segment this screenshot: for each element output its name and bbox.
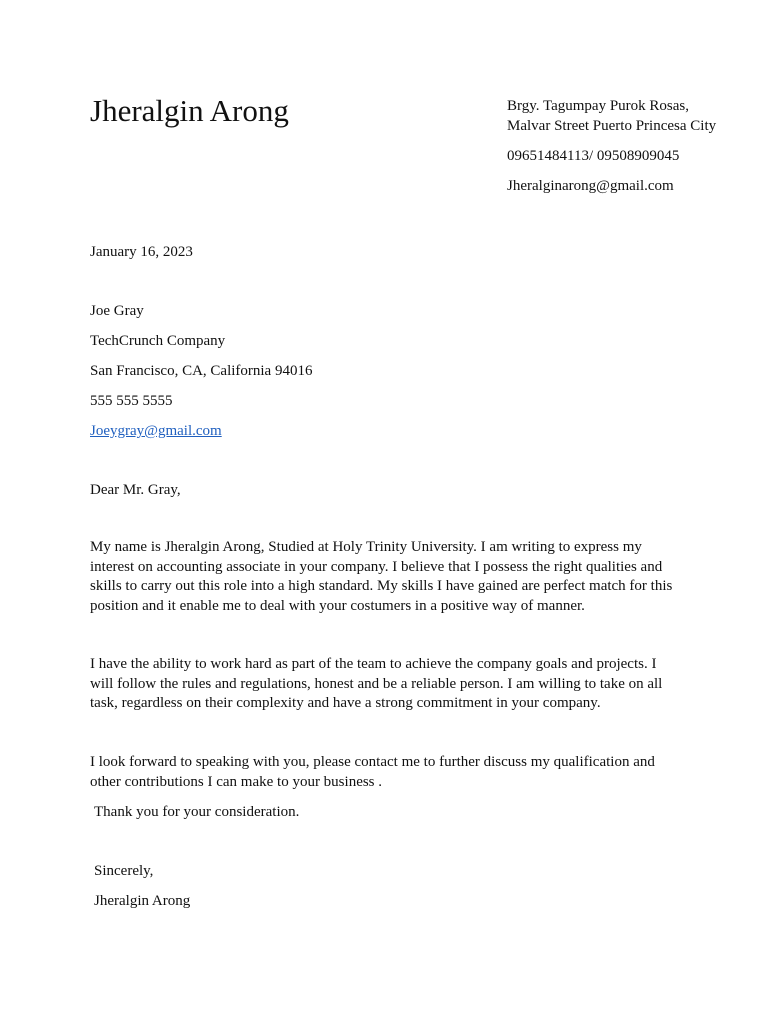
thank-you-line: Thank you for your consideration. xyxy=(94,804,300,820)
recipient-name: Joe Gray xyxy=(90,303,144,319)
sender-email: Jheralginarong@gmail.com xyxy=(507,178,674,194)
recipient-company: TechCrunch Company xyxy=(90,333,226,349)
signer-name: Jheralgin Arong xyxy=(94,893,191,909)
recipient-block xyxy=(90,301,312,451)
closing: Sincerely, xyxy=(94,863,154,879)
sender-address-line1: Brgy. Tagumpay Purok Rosas, xyxy=(507,98,690,114)
body-paragraph-1: My name is Jheralgin Arong, Studied at Holy Trinity University. I am writing to express my interest on accounting associate in your company. I believe that I possess the right qualities and skills to carry out this role into a high standard. My skills I have gained are perfect match for this position and it enable me to deal with your costumers in a positive way of manner. xyxy=(90,539,673,614)
sender-phone: 09651484113/ 09508909045 xyxy=(507,148,680,164)
sender-address xyxy=(507,96,757,136)
body-paragraph-2: I have the ability to work hard as part of the team to achieve the company goals and projects. I will follow the rules and regulations, honest and be a reliable person. I am willing to take on all task, regardless on their complexity and have a strong commitment in your company. xyxy=(90,656,663,711)
letter-date: January 16, 2023 xyxy=(90,244,193,260)
sender-address-line2: Malvar Street Puerto Princesa City xyxy=(507,118,717,134)
recipient-address: San Francisco, CA, California 94016 xyxy=(90,363,313,379)
salutation: Dear Mr. Gray, xyxy=(90,482,181,498)
body-paragraph-3: I look forward to speaking with you, please contact me to further discuss my qualification and other contributions I can make to your business . xyxy=(90,754,655,790)
sender-contact-block xyxy=(507,96,757,196)
sender-name: Jheralgin Arong xyxy=(90,93,289,128)
recipient-email-link[interactable]: Joeygray@gmail.com xyxy=(90,423,222,439)
recipient-phone: 555 555 5555 xyxy=(90,393,173,409)
